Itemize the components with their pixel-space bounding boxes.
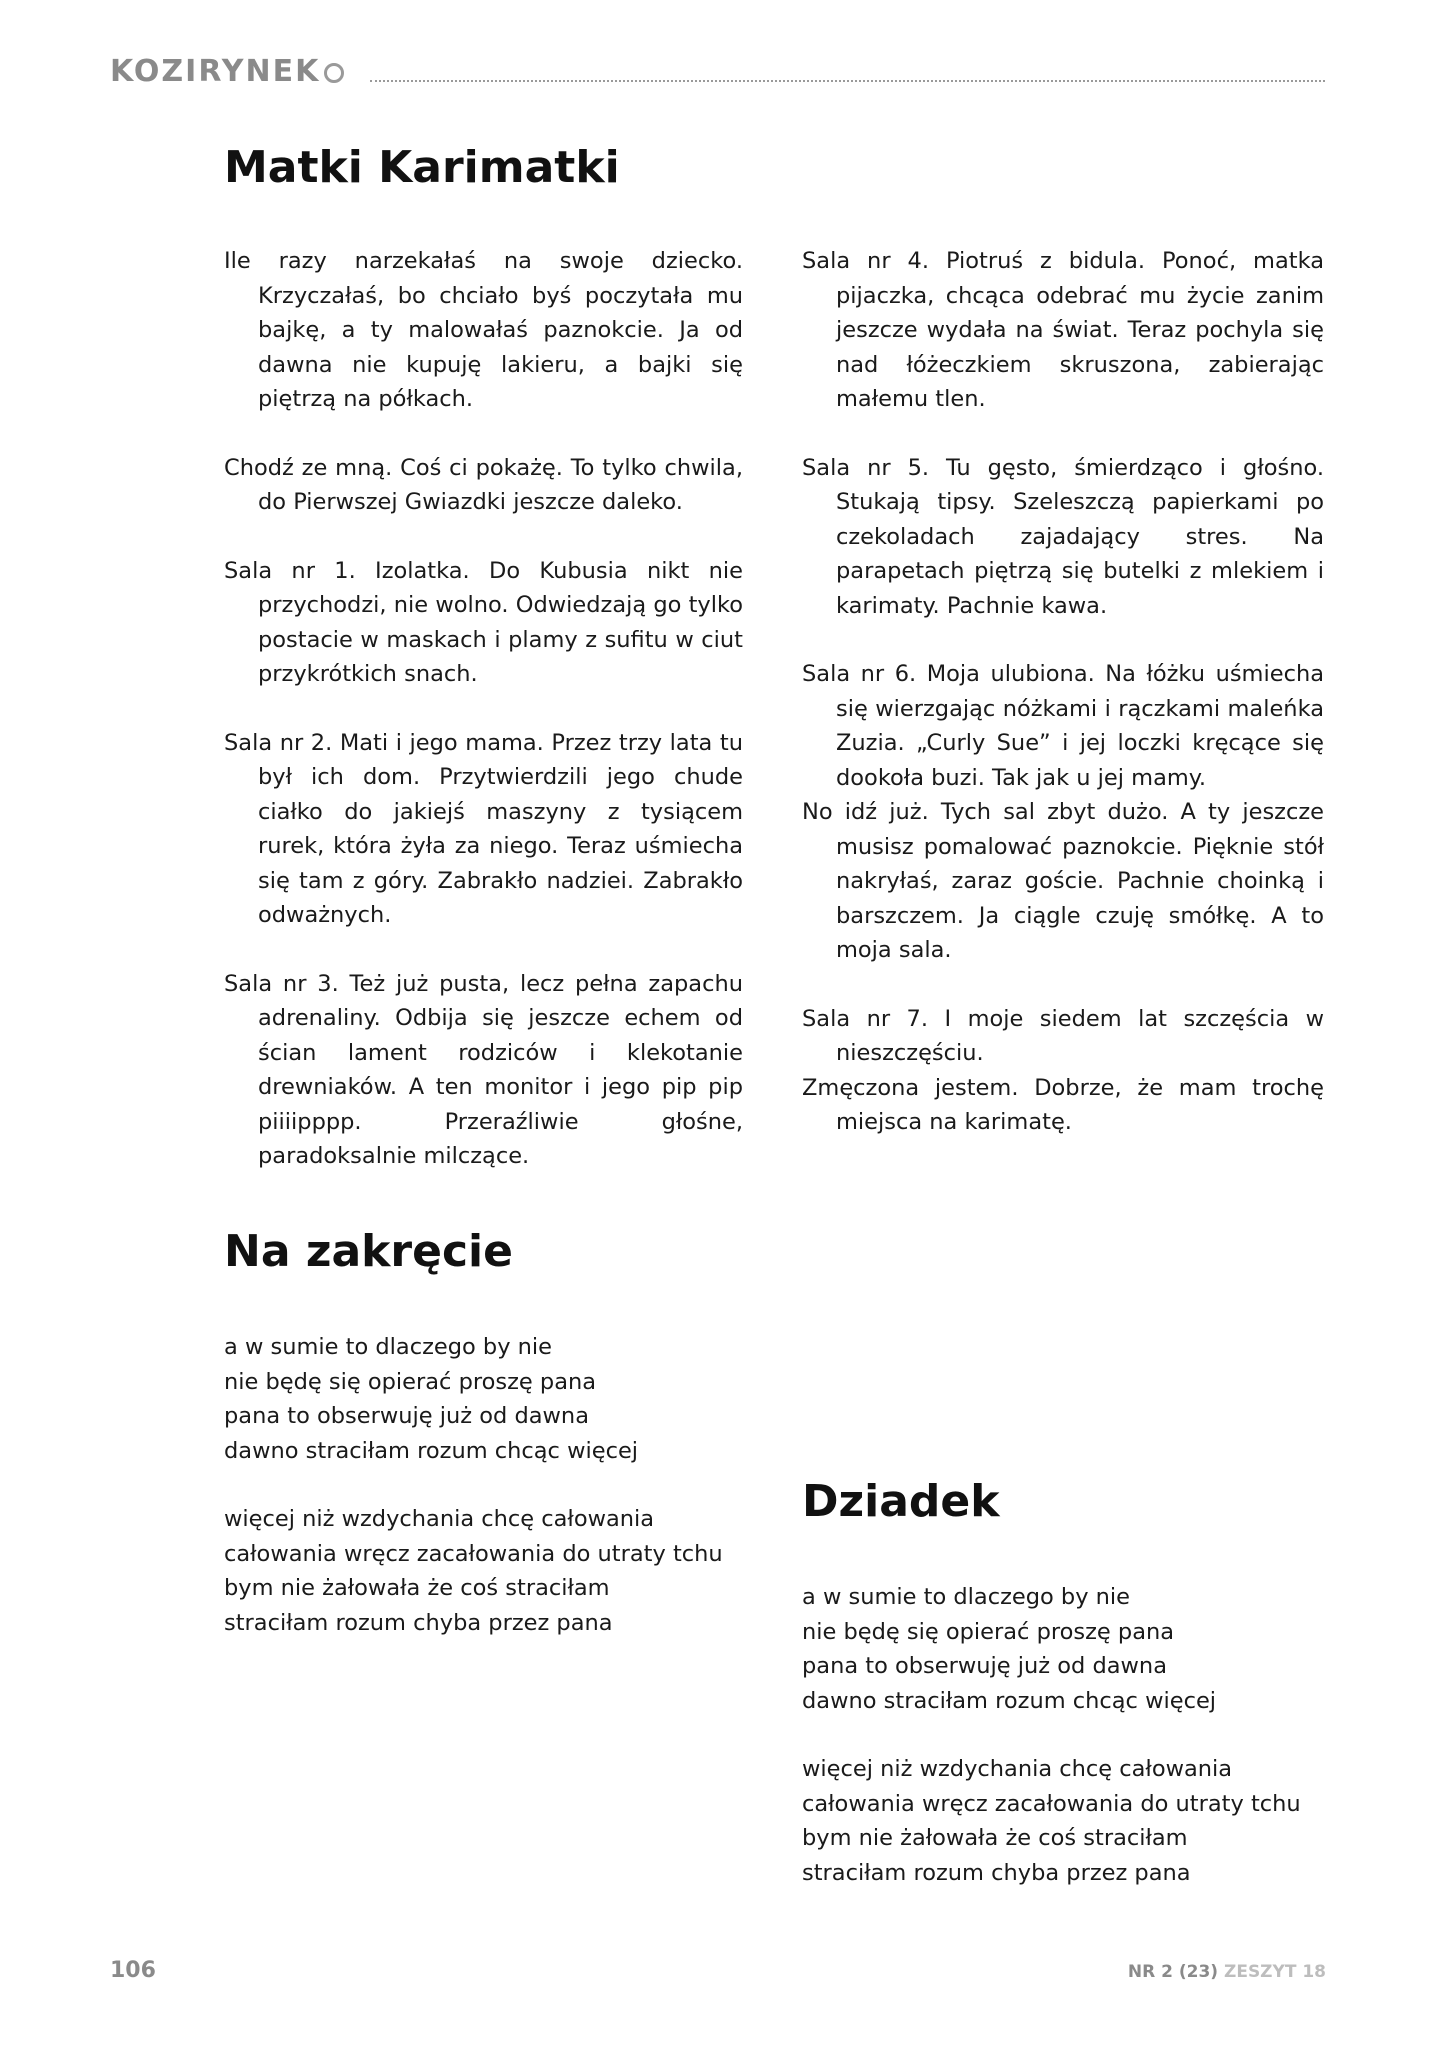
poem-line: więcej niż wzdychania chcę całowania — [224, 1506, 655, 1532]
paragraph: Chodź ze mną. Coś ci pokażę. To tylko chwila, do Pierwszej Gwiazdki jeszcze daleko. — [224, 454, 743, 515]
logo-text: KOZIRYNEK — [110, 54, 321, 89]
stanza — [802, 1752, 1301, 1890]
poem-line: pana to obserwuję już od dawna — [224, 1403, 589, 1429]
issue-label — [1128, 1962, 1326, 1982]
header-divider — [370, 80, 1325, 82]
poem-line: dawno straciłam rozum chcąc więcej — [802, 1687, 1217, 1714]
paragraph: No idź już. Tych sal zbyt dużo. A ty jeszcze musisz pomalować paznokcie. Pięknie stół nakryłaś, zaraz goście. Pachnie choinką i barszczem. Ja ciągle czuję smółkę. A to moja sala. — [802, 799, 1324, 963]
paragraph: Zmęczona jestem. Dobrze, że mam trochę miejsca na karimatę. — [802, 1074, 1324, 1135]
poem-line: straciłam rozum chyba przez pana — [802, 1859, 1191, 1886]
stanza — [802, 1580, 1301, 1718]
poem-line: a w sumie to dlaczego by nie — [802, 1584, 1131, 1610]
paragraph: Sala nr 7. I moje siedem lat szczęścia w nieszczęściu. — [802, 1005, 1324, 1066]
paragraph: Sala nr 5. Tu gęsto, śmierdząco i głośno. Stukają tipsy. Szeleszczą papierkami po czekoladach zajadający stres. Na parapetach piętrzą się butelki z mlekiem i karimaty. Pachnie kawa. — [802, 454, 1324, 619]
poem-line: dawno straciłam rozum chcąc więcej — [224, 1437, 639, 1464]
stanza — [224, 1502, 723, 1640]
article1-right-column — [802, 244, 1324, 1140]
paragraph: Sala nr 4. Piotruś z bidula. Ponoć, matka pijaczka, chcąca odebrać mu życie zanim jeszcze wydała na świat. Teraz pochyla się nad łóżeczkiem skruszona, zabierając małemu tlen. — [802, 248, 1324, 412]
poem-line: straciłam rozum chyba przez pana — [224, 1609, 613, 1636]
poem-line: całowania wręcz zacałowania do utraty tchu — [802, 1790, 1301, 1817]
magazine-logo — [110, 54, 344, 89]
paragraph: Sala nr 3. Też już pusta, lecz pełna zapachu adrenaliny. Odbija się jeszcze echem od ścian lament rodziców i klekotanie drewniaków. A ten monitor i jego pip pip piiiipppp. Przeraźliwie głośne, paradoksalnie milczące. — [224, 970, 743, 1169]
paragraph: Sala nr 1. Izolatka. Do Kubusia nikt nie przychodzi, nie wolno. Odwiedzają go tylko postacie w maskach i plamy z sufitu w ciut przykrótkich snach. — [224, 557, 743, 687]
poem-line: bym nie żałowała że coś straciłam — [802, 1825, 1188, 1851]
page-number: 106 — [110, 1958, 156, 1983]
article-title-na-zakrecie: Na zakręcie — [224, 1226, 513, 1277]
article-title-matki-karimatki: Matki Karimatki — [224, 142, 620, 193]
poem-line: więcej niż wzdychania chcę całowania — [802, 1756, 1233, 1782]
poem-line: a w sumie to dlaczego by nie — [224, 1334, 553, 1360]
paragraph: Sala nr 6. Moja ulubiona. Na łóżku uśmiecha się wierzgając nóżkami i rączkami maleńka Zuzia. „Curly Sue” i jej loczki kręcące się dookoła buzi. Tak jak u jej mamy. — [802, 661, 1324, 791]
paragraph: Sala nr 2. Mati i jego mama. Przez trzy lata tu był ich dom. Przytwierdzili jego chude ciałko do jakiejś maszyny z tysiącem rurek, która żyła za niego. Teraz uśmiecha się tam z góry. Zabrakło nadziei. Zabrakło odważnych. — [224, 729, 743, 928]
paragraph: Ile razy narzekałaś na swoje dziecko. Krzyczałaś, bo chciało byś poczytała mu bajkę, a ty malowałaś paznokcie. Ja od dawna nie kupuję lakieru, a bajki się piętrzą na półkach. — [224, 248, 743, 412]
issue-number: NR 2 (23) — [1127, 1962, 1219, 1982]
zeszyt-label: ZESZYT 18 — [1224, 1962, 1326, 1982]
poem-line: nie będę się opierać proszę pana — [224, 1368, 597, 1395]
poem-line: bym nie żałowała że coś straciłam — [224, 1575, 610, 1601]
article-title-dziadek: Dziadek — [802, 1476, 1000, 1527]
stanza — [224, 1330, 723, 1468]
poem-line: całowania wręcz zacałowania do utraty tchu — [224, 1540, 723, 1567]
poem-line: nie będę się opierać proszę pana — [802, 1618, 1175, 1645]
poem-na-zakrecie — [224, 1330, 723, 1674]
gear-icon — [324, 63, 344, 83]
article1-left-column — [224, 244, 743, 1208]
poem-dziadek — [802, 1580, 1301, 1924]
poem-line: pana to obserwuję już od dawna — [802, 1653, 1167, 1679]
